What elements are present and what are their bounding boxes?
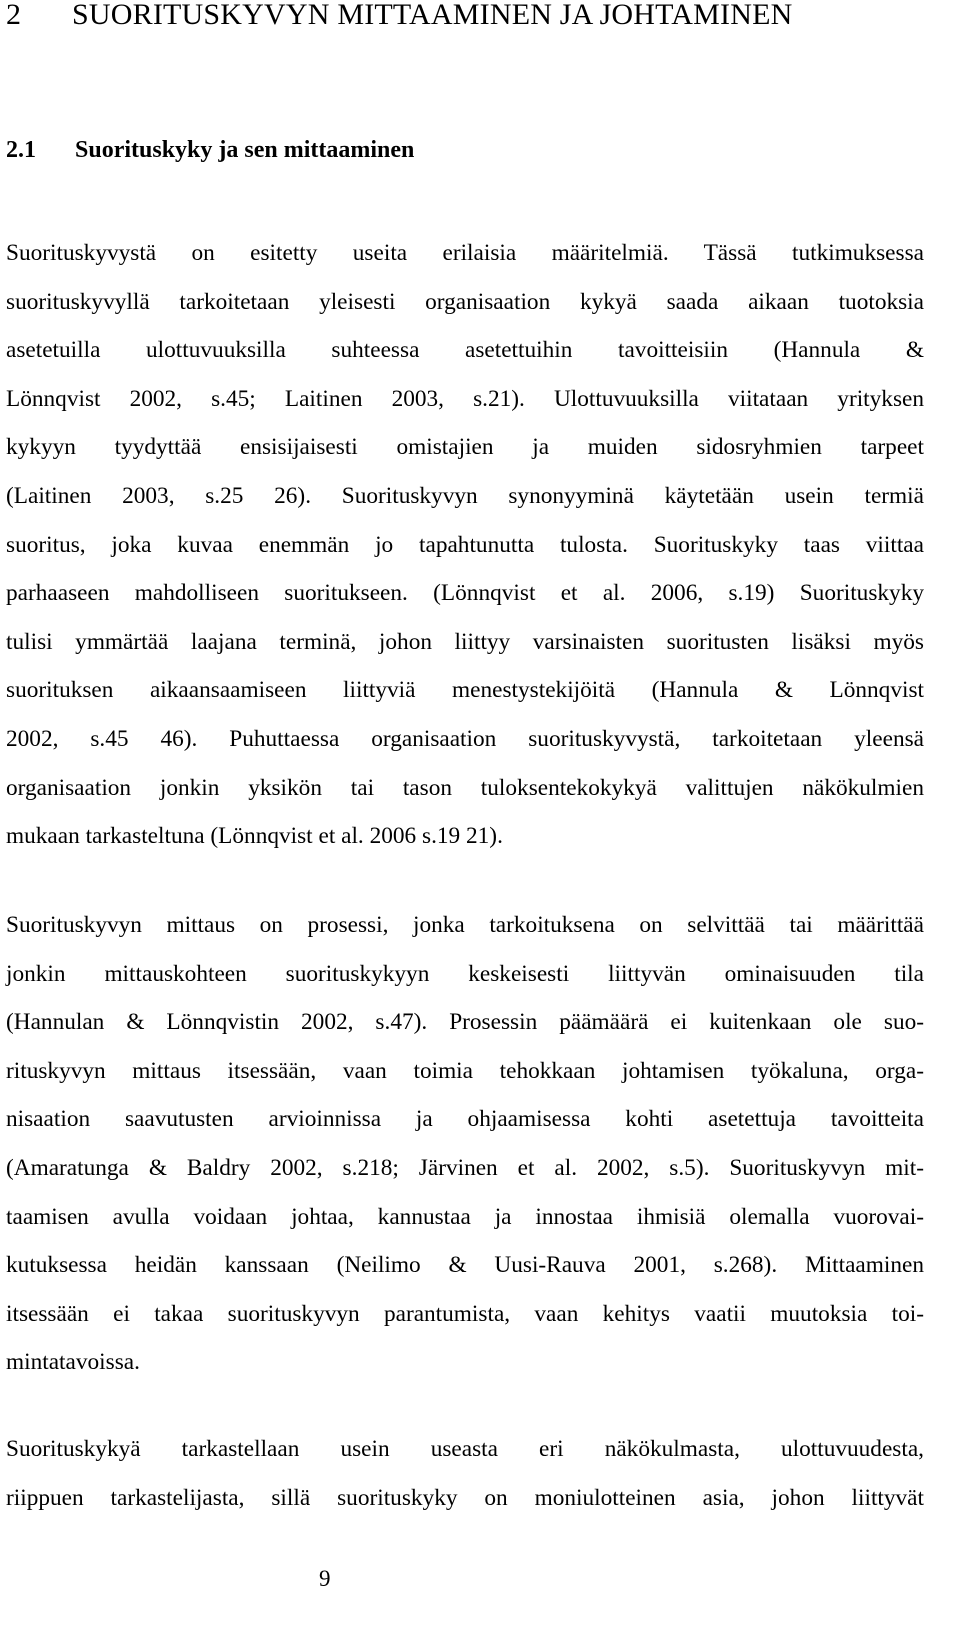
paragraph-line: (Amaratunga & Baldry 2002, s.218; Järvinen et al. 2002, s.5). Suorituskyvyn mit- [6, 1154, 924, 1181]
paragraph-line: organisaation jonkin yksikön tai tason tuloksentekokykyä valittujen näkökulmien [6, 774, 924, 801]
paragraph-line: suorituksen aikaansaamiseen liittyviä menestystekijöitä (Hannula & Lönnqvist [6, 677, 924, 704]
paragraph-line: suoritus, joka kuvaa enemmän jo tapahtunutta tulosta. Suorituskyky taas viittaa [6, 531, 924, 558]
paragraph-line: asetetuilla ulottuvuuksilla suhteessa asetettuihin tavoitteisiin (Hannula & [6, 337, 924, 364]
body-paragraph [6, 901, 924, 1387]
paragraph-line: mukaan tarkasteltuna (Lönnqvist et al. 2006 s.19 21). [6, 823, 503, 850]
paragraph-line: parhaaseen mahdolliseen suoritukseen. (Lönnqvist et al. 2006, s.19) Suorituskyky [6, 580, 924, 607]
paragraph-line: Lönnqvist 2002, s.45; Laitinen 2003, s.21). Ulottuvuuksilla viitataan yrityksen [6, 385, 924, 412]
paragraph-line: rituskyvyn mittaus itsessään, vaan toimia tehokkaan johtamisen työkaluna, orga- [6, 1057, 924, 1084]
section-number: 2.1 [6, 137, 36, 163]
chapter-title: SUORITUSKYVYN MITTAAMINEN JA JOHTAMINEN [72, 0, 793, 31]
paragraph-line: 2002, s.45 46). Puhuttaessa organisaation suorituskyvystä, tarkoitetaan yleensä [6, 725, 924, 752]
paragraph-line: Suorituskyvyn mittaus on prosessi, jonka tarkoituksena on selvittää tai määrittää [6, 912, 924, 938]
paragraph-line: nisaation saavutusten arvioinnissa ja ohjaamisessa kohti asetettuja tavoitteita [6, 1106, 924, 1133]
section-heading [6, 137, 414, 164]
page-number: 9 [319, 1566, 331, 1591]
paragraph-line: kykyyn tyydyttää ensisijaisesti omistajien ja muiden sidosryhmien tarpeet [6, 434, 924, 461]
paragraph-line: (Laitinen 2003, s.25 26). Suorituskyvyn synonyyminä käytetään usein termiä [6, 482, 924, 509]
chapter-number: 2 [6, 0, 22, 31]
chapter-heading [6, 0, 792, 32]
paragraph-line: taamisen avulla voidaan johtaa, kannustaa ja innostaa ihmisiä olemalla vuorovai- [6, 1203, 924, 1230]
body-paragraph [6, 229, 924, 861]
paragraph-line: Suorituskykyä tarkastellaan usein useasta eri näkökulmasta, ulottuvuudesta, [6, 1436, 924, 1462]
body-paragraph [6, 1425, 924, 1522]
paragraph-line: Suorituskyvystä on esitetty useita erilaisia määritelmiä. Tässä tutkimuksessa [6, 240, 924, 266]
paragraph-line: mintatavoissa. [6, 1349, 140, 1376]
paragraph-line: tulisi ymmärtää laajana terminä, johon liittyy varsinaisten suoritusten lisäksi myös [6, 628, 924, 655]
paragraph-line: riippuen tarkastelijasta, sillä suorituskyky on moniulotteinen asia, johon liittyvät [6, 1484, 924, 1511]
paragraph-line: (Hannulan & Lönnqvistin 2002, s.47). Prosessin päämäärä ei kuitenkaan ole suo- [6, 1009, 924, 1036]
paragraph-line: jonkin mittauskohteen suorituskykyyn keskeisesti liittyvän ominaisuuden tila [6, 960, 924, 987]
paragraph-line: suorituskyvyllä tarkoitetaan yleisesti organisaation kykyä saada aikaan tuotoksia [6, 288, 924, 315]
section-title: Suorituskyky ja sen mittaaminen [75, 137, 415, 163]
paragraph-line: itsessään ei takaa suorituskyvyn parantumista, vaan kehitys vaatii muutoksia toi- [6, 1300, 924, 1327]
paragraph-line: kutuksessa heidän kanssaan (Neilimo & Uusi-Rauva 2001, s.268). Mittaaminen [6, 1252, 924, 1279]
